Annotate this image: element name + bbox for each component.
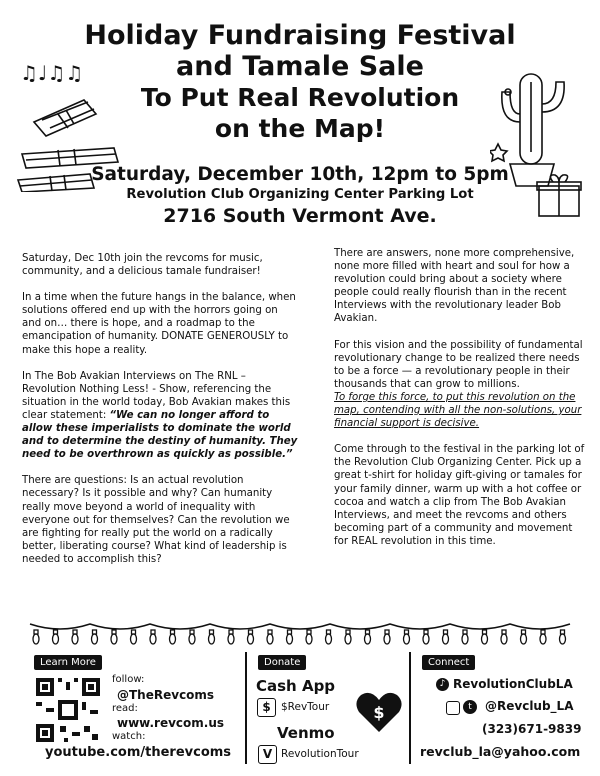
- headline-line-2: and Tamale Sale: [176, 51, 424, 82]
- string-lights-icon: [0, 618, 600, 648]
- follow-label: follow:: [112, 674, 145, 685]
- read-link[interactable]: www.revcom.us: [117, 716, 225, 730]
- venmo-icon: V: [258, 745, 277, 764]
- paragraph: In a time when the future hangs in the balance, when solutions offered end up with the horrors going on and on… there is hope, and a roadmap to the emancipation of humanity. DONATE GENEROUSLY to make this hope a reality.: [22, 292, 296, 356]
- venmo-handle[interactable]: RevolutionTour: [281, 748, 359, 760]
- learn-more-tag: Learn More: [34, 655, 102, 670]
- watch-label: watch:: [112, 731, 146, 742]
- paragraph: For this vision and the possibility of fundamental revolutionary change to be realized there needs to be a force — a revolutionary people in their thousands that can grow to millions.: [334, 339, 583, 390]
- event-address: 2716 South Vermont Ave.: [163, 205, 437, 227]
- avakian-quote: “We can no longer afford to allow these imperialists to dominate the world and to determine the destiny of humanity. They need to be overthrown as quickly as possible.”: [22, 409, 298, 461]
- left-column: [22, 252, 300, 579]
- footer-divider: [409, 652, 411, 764]
- phone-number[interactable]: (323)671-9839: [482, 722, 582, 736]
- instagram-icon: [446, 701, 460, 715]
- footer-divider: [245, 652, 247, 764]
- social-handle[interactable]: @Revclub_LA: [485, 699, 574, 713]
- paragraph: There are questions: Is an actual revolution necessary? Is it possible and why? Can humanity really move beyond a world of inequality with everyone out for themselves? Can the revolution we are fighting for really put the world on a radically better, liberating course? What kind of leadership is needed to accomplish this?: [22, 475, 290, 565]
- paragraph: [22, 370, 300, 462]
- connect-tag: Connect: [422, 655, 475, 670]
- paragraph: Saturday, Dec 10th join the revcoms for music, community, and a delicious tamale fundraiser!: [22, 253, 263, 278]
- twitter-icon: t: [463, 700, 477, 714]
- headline: [0, 20, 600, 144]
- email-address[interactable]: revclub_la@yahoo.com: [420, 744, 581, 759]
- donate-tag: Donate: [258, 655, 306, 670]
- paragraph: Come through to the festival in the parking lot of the Revolution Club Organizing Center. Pick up a great t-shirt for holiday gift-giving or tamales for your family dinner, warm up with a hot coffee or cocoa and watch a clip from The Bob Avakian Interviews, and meet the revcoms and others becoming part of a community and movement for REAL revolution in this time.: [334, 444, 585, 547]
- cashapp-icon: $: [257, 698, 276, 717]
- watch-link[interactable]: youtube.com/therevcoms: [45, 745, 232, 760]
- tiktok-handle[interactable]: RevolutionClubLA: [453, 677, 573, 691]
- event-date: Saturday, December 10th, 12pm to 5pm: [91, 164, 509, 185]
- paragraph-text: In The Bob Avakian Interviews on The RNL – Revolution Nothing Less! - Show, referencing the situation in the world today, Bob Avakian makes this clear statement:: [22, 370, 291, 421]
- cashapp-title: Cash App: [256, 677, 336, 695]
- svg-text:♫♩♫♫: ♫♩♫♫: [20, 62, 84, 84]
- headline-line-3: To Put Real Revolution: [140, 83, 460, 112]
- tiktok-icon: ♪: [436, 678, 449, 691]
- support-statement: To forge this force, to put this revolution on the map, contending with all the non-solutions, your financial support is decisive.: [334, 391, 582, 430]
- headline-line-4: on the Map!: [214, 114, 386, 143]
- headline-line-1: Holiday Fundraising Festival: [84, 20, 516, 51]
- right-column: [334, 247, 588, 561]
- cashapp-handle[interactable]: $RevTour: [281, 701, 330, 713]
- paragraph: There are answers, none more comprehensive, none more filled with heart and soul for how a revolution could bring about a society where people could really flourish than in the recent Interviews with the revolutionary leader Bob Avakian.: [334, 248, 575, 325]
- follow-handle[interactable]: @TheRevcoms: [117, 688, 215, 702]
- read-label: read:: [112, 703, 138, 714]
- heart-dollar-symbol: $: [373, 703, 385, 722]
- qr-code-icon[interactable]: [34, 676, 102, 744]
- venmo-title: Venmo: [277, 724, 335, 742]
- event-location: Revolution Club Organizing Center Parking Lot: [126, 187, 474, 202]
- heart-icon: [355, 690, 403, 734]
